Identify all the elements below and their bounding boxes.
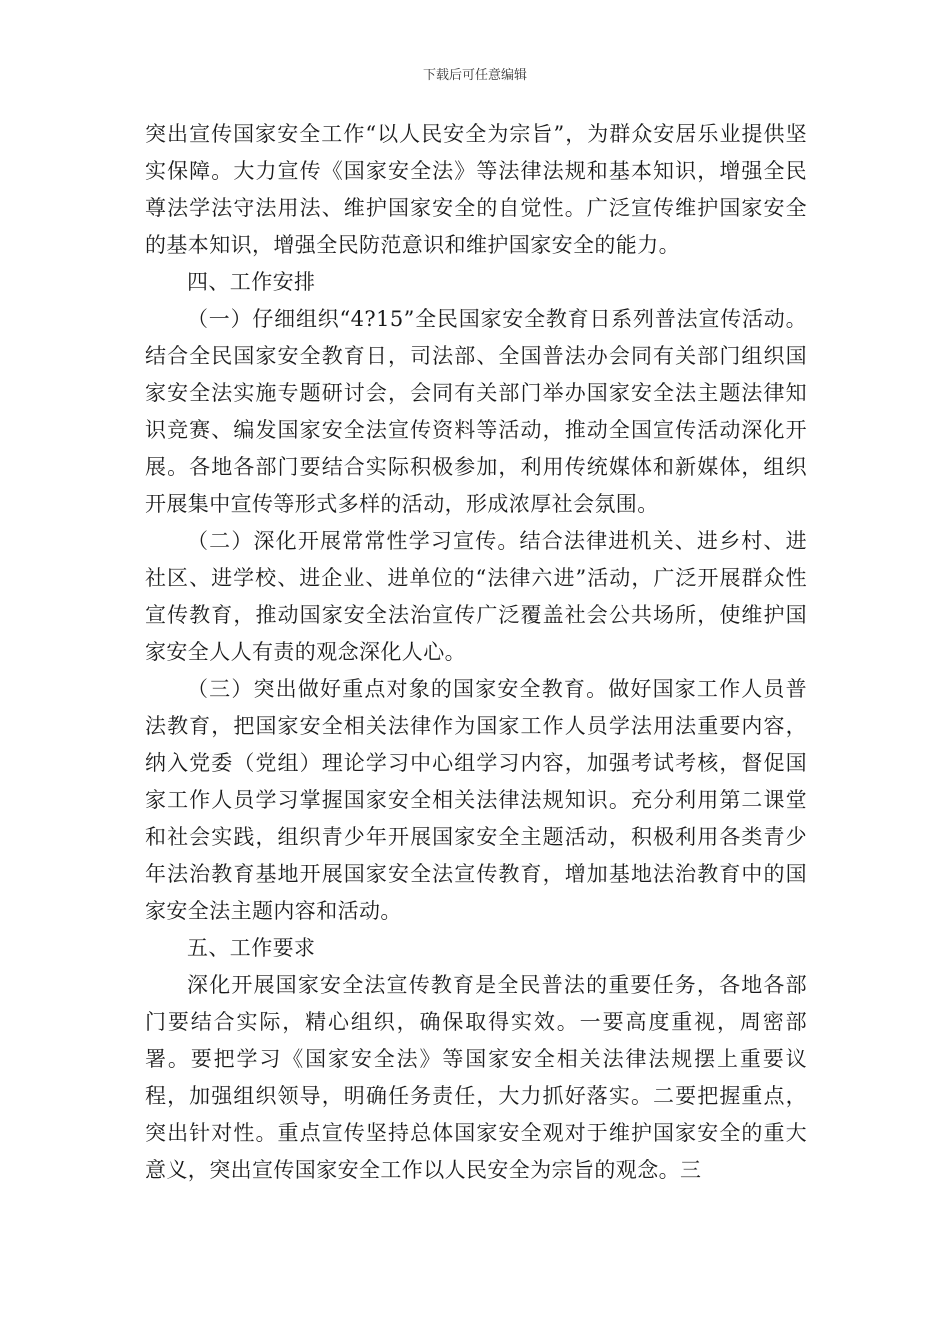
header-note: 下载后可任意编辑	[422, 68, 527, 83]
paragraph-intro-continuation: 突出宣传国家安全工作“以人民安全为宗旨”，为群众安居乐业提供坚实保障。大力宣传《国家安全法》等法律法规和基本知识，增强全民尊法学法守法用法、维护国家安全的自觉性。广泛宣传维护国家安全的基本知识，增强全民防范意识和维护国家安全的能力。	[145, 122, 807, 257]
paragraph-requirements: 深化开展国家安全法宣传教育是全民普法的重要任务，各地各部门要结合实际，精心组织，确保取得实效。一要高度重视，周密部署。要把学习《国家安全法》等国家安全相关法律法规摆上重要议程，加强组织领导，明确任务责任，大力抓好落实。二要把握重点，突出针对性。重点宣传坚持总体国家安全观对于维护国家安全的重大意义，突出宣传国家安全工作以人民安全为宗旨的观念。三	[145, 973, 807, 1182]
document-body	[145, 116, 807, 1189]
paragraph-arrangement-1: （一）仔细组织“4?15”全民国家安全教育日系列普法宣传活动。结合全民国家安全教育日，司法部、全国普法办会同有关部门组织国家安全法实施专题研讨会，会同有关部门举办国家安全法主题法律知识竞赛、编发国家安全法宣传资料等活动，推动全国宣传活动深化开展。各地各部门要结合实际积极参加，利用传统媒体和新媒体，组织开展集中宣传等形式多样的活动，形成浓厚社会氛围。	[145, 307, 807, 516]
paragraph-arrangement-3: （三）突出做好重点对象的国家安全教育。做好国家工作人员普法教育，把国家安全相关法律作为国家工作人员学法用法重要内容，纳入党委（党组）理论学习中心组学习内容，加强考试考核，督促国家工作人员学习掌握国家安全相关法律法规知识。充分利用第二课堂和社会实践，组织青少年开展国家安全主题活动，积极利用各类青少年法治教育基地开展国家安全法宣传教育，增加基地法治教育中的国家安全法主题内容和活动。	[145, 677, 807, 923]
section-heading-work-arrangement: 四、工作安排	[187, 270, 316, 294]
section-heading-work-requirements: 五、工作要求	[187, 936, 316, 960]
paragraph-arrangement-2: （二）深化开展常常性学习宣传。结合法律进机关、进乡村、进社区、进学校、进企业、进单位的“法律六进”活动，广泛开展群众性宣传教育，推动国家安全法治宣传广泛覆盖社会公共场所，使维护国家安全人人有责的观念深化人心。	[145, 529, 807, 664]
